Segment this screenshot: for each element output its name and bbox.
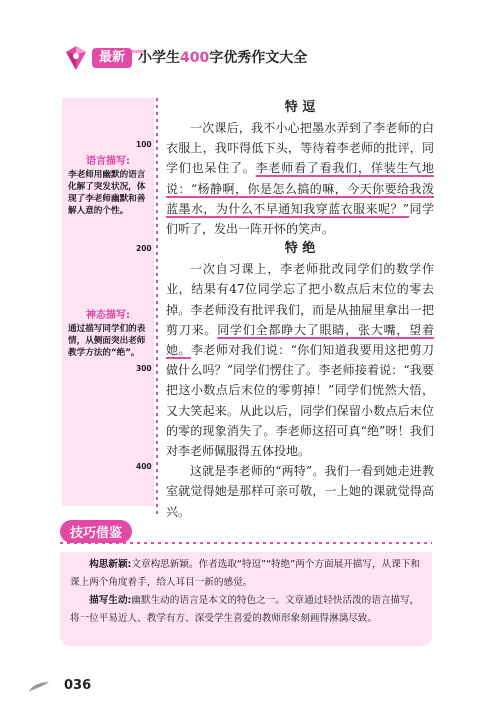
paragraph-text: 李老师对我们说：“你们知道我要用这把剪刀做什么吗？”同学们愣住了。李老师接着说：“我要把这小数点后末位的零剪掉！”同学们恍然大悟，又大笑起来。从此以后，同学们保留小数点后末位的零的现象消失了。李老师这招可真“绝”呀！我们对李老师佩服得五体投地。 <box>166 343 434 459</box>
annotation-sidebar <box>62 98 154 506</box>
skill-title: 技巧借鉴 <box>60 520 132 543</box>
closing-paragraph: 这就是李老师的“两特”。我们一看到她走进教室就觉得她是那样可亲可敬，一上她的课就觉得高兴。 <box>166 464 434 519</box>
skill-text: 文章构思新颖。作者选取“特逗”“特绝”两个方面展开描写，从课下和课上两个角度着手，给人耳目一新的感觉。 <box>70 559 420 588</box>
book-header <box>62 44 362 72</box>
section-heading: 特 逗 <box>284 100 316 115</box>
gem-icon <box>62 44 96 72</box>
annotation-title: 神态描写: <box>86 310 130 321</box>
book-title <box>138 47 307 67</box>
underlined-text: 同学们全都睁大了眼睛，张大嘴，望着她。 <box>166 322 434 358</box>
annotation-language <box>62 152 154 217</box>
title-suffix: 字优秀作文大全 <box>209 50 308 66</box>
skill-box <box>60 526 432 650</box>
header-badge: 最新 <box>92 48 132 68</box>
annotation-title: 语言描写: <box>86 156 130 167</box>
paragraph-text: 一次自习课上，李老师批改同学们的数学作业，结果有47位同学忘了把小数点后末位的零去掉。李老师没有批评我们，而是从抽屉里拿出一把剪刀来。 <box>166 262 434 337</box>
section-heading: 特 绝 <box>284 241 316 257</box>
paragraph-text: 同学们听了，发出一阵开怀的笑声。 <box>166 201 434 237</box>
title-prefix: 小学生 <box>138 50 180 66</box>
skill-item <box>60 552 432 592</box>
skill-label: 构思新颖: <box>89 559 132 570</box>
essay-body <box>166 98 434 522</box>
word-count-marker: 100 <box>136 140 152 149</box>
leaf-icon <box>28 680 52 694</box>
skill-item <box>60 592 432 628</box>
annotation-text: 通过描写同学们的表情，从侧面突出老师教学方法的“绝”。 <box>68 324 146 358</box>
paragraph <box>166 259 434 461</box>
paragraph <box>166 118 434 239</box>
skill-text: 幽默生动的语言是本文的特色之一。文章通过轻快活泼的语言描写，将一位平易近人、教学有方、深受学生喜爱的教师形象刻画得淋漓尽致。 <box>70 595 420 624</box>
underlined-text: 李老师看了看我们，佯装生气地说：“杨静啊，你是怎么搞的嘛，今天你要给我泼蓝墨水，为什么不早通知我穿蓝衣服来呢？” <box>166 161 434 216</box>
annotation-text: 李老师用幽默的语言化解了突发状况，体现了李老师幽默和善解人意的个性。 <box>68 170 146 216</box>
skill-label: 描写生动: <box>89 595 132 606</box>
word-count-marker: 300 <box>136 364 152 373</box>
word-count-marker: 200 <box>136 244 152 253</box>
paragraph-text: 一次课后，我不小心把墨水弄到了李老师的白衣服上，我吓得低下头，等待着李老师的批评，同学们也呆住了。 <box>166 121 434 176</box>
page-number: 036 <box>64 678 92 693</box>
skill-content <box>60 552 432 646</box>
word-count-marker: 400 <box>136 462 152 471</box>
annotation-expression <box>62 306 154 359</box>
title-number: 400 <box>180 50 210 66</box>
dotted-rule <box>156 98 158 518</box>
